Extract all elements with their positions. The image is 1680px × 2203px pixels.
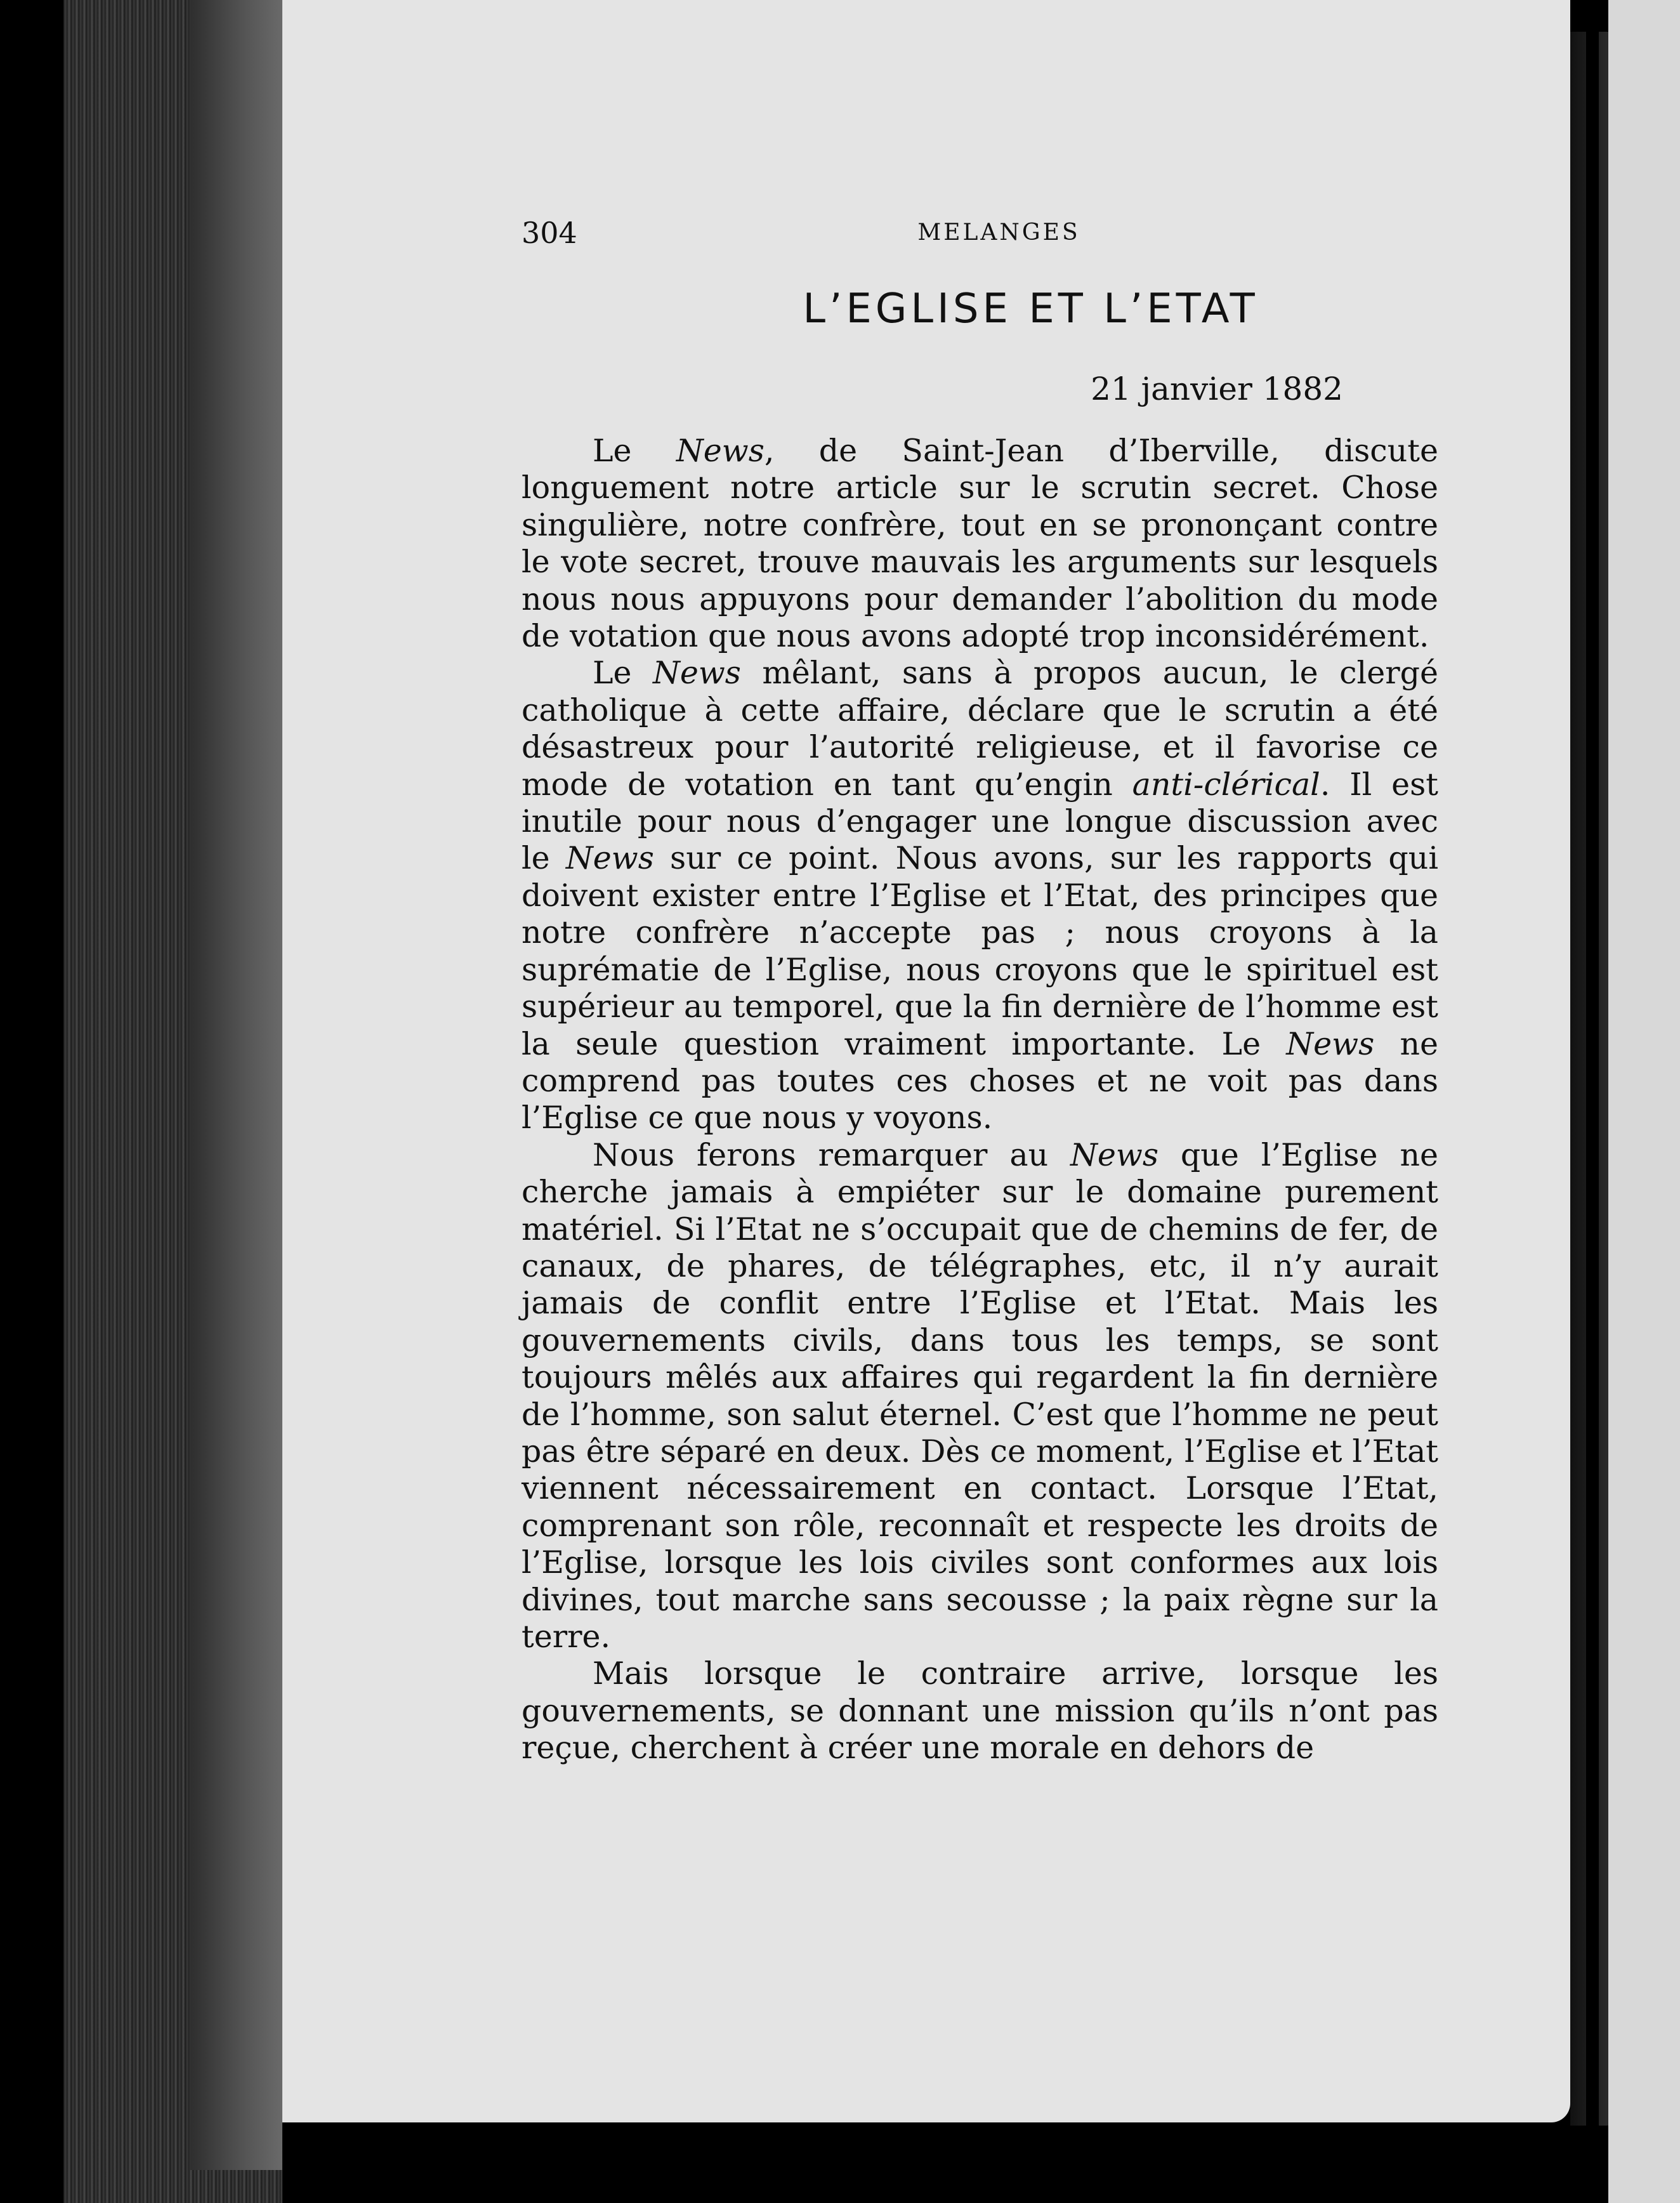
article-body — [522, 433, 1438, 1767]
paragraph-4 — [522, 1655, 1438, 1766]
text-run-italic: News — [1070, 1136, 1158, 1173]
text-run-italic: News — [676, 433, 765, 469]
paragraph-3 — [522, 1137, 1438, 1656]
text-run: . Il est inutile pour nous d’engager une longue discussion avec le — [522, 766, 1438, 877]
text-run-italic: News — [1286, 1025, 1375, 1062]
paragraph-1 — [522, 433, 1438, 655]
page-number: 304 — [522, 216, 577, 250]
text-run: que l’Eglise ne cherche jamais à empiéter sur le domaine purement matériel. Si l’Etat ne s’occupait que de chemins de fer, de canaux, de phares, de télégraphes, etc, il n’y aurait jamais de conflit entre l’Eglise et l’Etat. Mais les gouvernements civils, dans tous les temps, se sont toujours mêlés aux affaires qui regardent la fin dernière de l’homme, son salut éternel. C’est que l’homme ne peut pas être séparé en deux. Dès ce moment, l’Eglise et l’Etat viennent nécessairement en contact. Lorsque l’Etat, comprenant son rôle, reconnaît et respecte les droits de l’Eglise, lorsque les lois civiles sont conformes aux lois divines, tout marche sans secousse ; la paix règne sur la terre. — [522, 1136, 1438, 1655]
article-date: 21 janvier 1882 — [1091, 371, 1343, 407]
book-gutter-shadow — [190, 0, 282, 2170]
text-run: Nous ferons remarquer au — [593, 1136, 1071, 1173]
running-title: MELANGES — [917, 220, 1080, 246]
text-run: sur ce point. Nous avons, sur les rapports qui doivent exister entre l’Eglise et l’Etat, des principes que notre confrère n’accepte pas ; nous croyons à la suprématie de l’Eglise, nous croyons que le spirituel est supérieur au temporel, que la fin dernière de l’homme est la seule question vraiment importante. Le — [522, 840, 1438, 1062]
article-title: L’EGLISE ET L’ETAT — [803, 286, 1259, 332]
text-run-italic: News — [652, 655, 741, 692]
text-run: ne comprend pas toutes ces choses et ne voit pas dans l’Eglise ce que nous y voyons. — [522, 1025, 1438, 1136]
next-page-sliver — [1608, 0, 1680, 2203]
text-run-italic: News — [565, 840, 654, 877]
next-page-border — [1586, 0, 1599, 2203]
text-run: Le — [593, 655, 653, 692]
running-head — [522, 216, 1438, 254]
text-block — [522, 216, 1438, 1767]
text-run: mêlant, sans à propos aucun, le clergé catholique à cette affaire, déclare que le scrutin a été désastreux pour l’autorité religieuse, et il favorise ce mode de votation en tant qu’engin — [522, 655, 1438, 803]
text-run: Mais lorsque le contraire arrive, lorsque les gouvernements, se donnant une mission qu’ils n’ont pas reçue, cherchent à créer une morale en dehors de — [522, 1655, 1438, 1766]
text-run: Le — [593, 433, 676, 469]
paragraph-2 — [522, 655, 1438, 1136]
text-run: , de Saint-Jean d’Iberville, discute longuement notre article sur le scrutin secret. Chose singulière, notre confrère, tout en se prononçant contre le vote secret, trouve mauvais les arguments sur lesquels nous nous appuyons pour demander l’abolition du mode de votation que nous avons adopté trop inconsidérément. — [522, 433, 1438, 655]
text-run-italic: anti-clérical — [1132, 766, 1320, 803]
